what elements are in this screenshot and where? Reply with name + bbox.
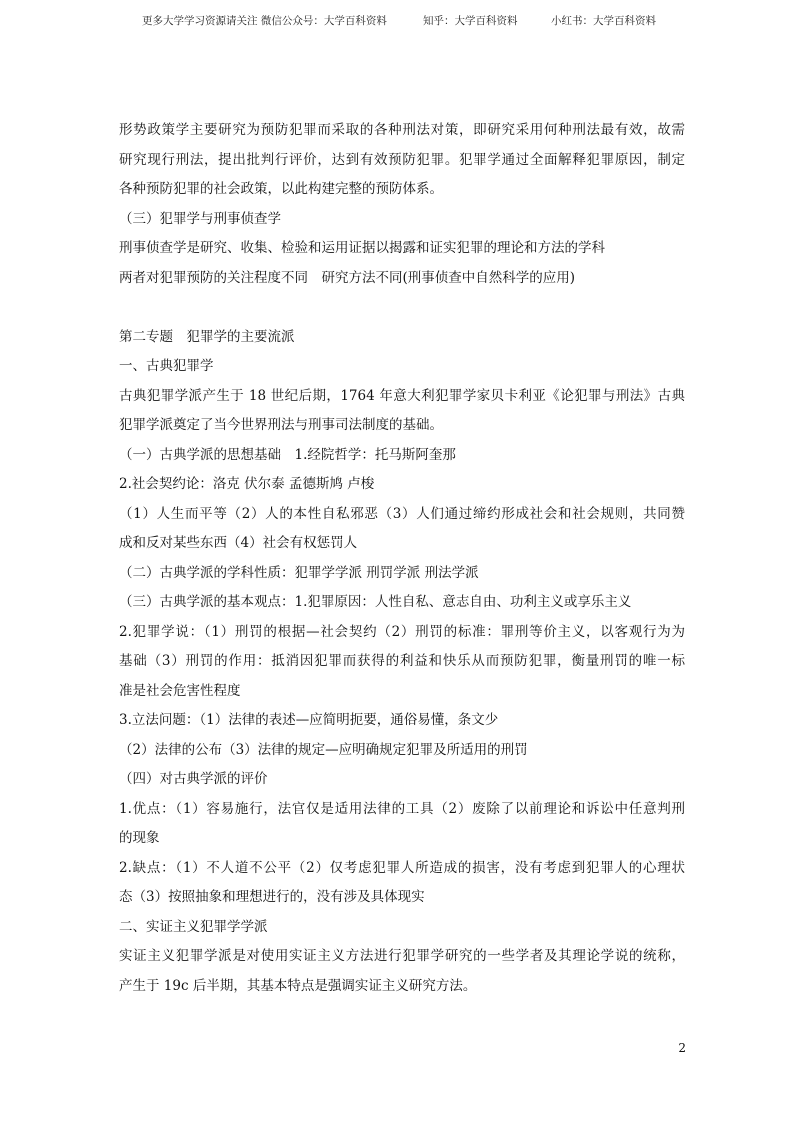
paragraph-line: 刑事侦查学是研究、收集、检验和运用证据以揭露和证实犯罪的理论和方法的学科	[119, 240, 605, 256]
section-heading: 二、实证主义犯罪学学派	[119, 918, 268, 935]
paragraph-line: 两者对犯罪预防的关注程度不同 研究方法不同(刑事侦查中自然科学的应用)	[119, 269, 576, 286]
header-zhihu-note: 知乎：大学百科资料	[423, 15, 518, 27]
paragraph-line: （三）古典学派的基本观点：1.犯罪原因：人性自私、意志自由、功利主义或享乐主义	[119, 594, 632, 610]
document-body	[119, 116, 685, 1001]
section-heading: 一、古典犯罪学	[119, 358, 214, 374]
header-xiaohongshu-note: 小红书：大学百科资料	[551, 15, 656, 27]
paragraph-line: （一）古典学派的思想基础 1.经院哲学：托马斯阿奎那	[119, 446, 456, 463]
paragraph-line: 2.缺点：（1）不人道不公平（2）仅考虑犯罪人所造成的损害，没有考虑到犯罪人的心理状	[119, 859, 685, 876]
paragraph-line: 犯罪学派奠定了当今世界刑法与刑事司法制度的基础。	[119, 417, 443, 433]
paragraph-line: 3.立法问题：（1）法律的表述—应简明扼要，通俗易懂，条文少	[119, 712, 499, 728]
paragraph-line: 态（3）按照抽象和理想进行的，没有涉及具体现实	[119, 889, 425, 905]
page-header	[0, 13, 793, 29]
paragraph-line: 的现象	[119, 830, 160, 846]
header-wechat-note: 更多大学学习资源请关注 微信公众号：大学百科资料	[142, 15, 387, 27]
paragraph-line: 2.犯罪学说：（1）刑罚的根据—社会契约（2）刑罚的标准：罪刑等价主义，以客观行为为	[119, 623, 685, 640]
paragraph-line: 研究现行刑法，提出批判行评价，达到有效预防犯罪。犯罪学通过全面解释犯罪原因，制定	[119, 151, 685, 168]
paragraph-line: （二）古典学派的学科性质：犯罪学学派 刑罚学派 刑法学派	[119, 564, 479, 581]
paragraph-line: 古典犯罪学派产生于 18 世纪后期，1764 年意大利犯罪学家贝卡利亚《论犯罪与刑法》古典	[119, 387, 685, 404]
paragraph-line: 成和反对某些东西（4）社会有权惩罚人	[119, 535, 358, 551]
chapter-title: 第二专题 犯罪学的主要流派	[119, 328, 295, 345]
blank-line	[119, 293, 685, 323]
paragraph-line: 2.社会契约论：洛克 伏尔泰 孟德斯鸠 卢梭	[119, 476, 375, 492]
paragraph-line: 形势政策学主要研究为预防犯罪而采取的各种刑法对策，即研究采用何种刑法最有效，故需	[119, 122, 685, 138]
section-heading: （四）对古典学派的评价	[119, 771, 268, 787]
page-number: 2	[678, 1041, 686, 1055]
paragraph-line: 各种预防犯罪的社会政策，以此构建完整的预防体系。	[119, 181, 443, 197]
paragraph-line: （2）法律的公布（3）法律的规定—应明确规定犯罪及所适用的刑罚	[119, 741, 528, 758]
paragraph-line: 准是社会危害性程度	[119, 682, 241, 699]
paragraph-line: 实证主义犯罪学派是对使用实证主义方法进行犯罪学研究的一些学者及其理论学说的统称，	[119, 948, 685, 964]
section-heading: （三）犯罪学与刑事侦查学	[119, 210, 281, 227]
paragraph-line: 产生于 19c 后半期，其基本特点是强调实证主义研究方法。	[119, 977, 477, 994]
paragraph-line: 1.优点：（1）容易施行，法官仅是适用法律的工具（2）废除了以前理论和诉讼中任意判刑	[119, 800, 685, 817]
paragraph-line: 基础（3）刑罚的作用：抵消因犯罪而获得的利益和快乐从而预防犯罪，衡量刑罚的唯一标	[119, 653, 685, 669]
paragraph-line: （1）人生而平等（2）人的本性自私邪恶（3）人们通过缔约形成社会和社会规则，共同赞	[119, 505, 685, 522]
